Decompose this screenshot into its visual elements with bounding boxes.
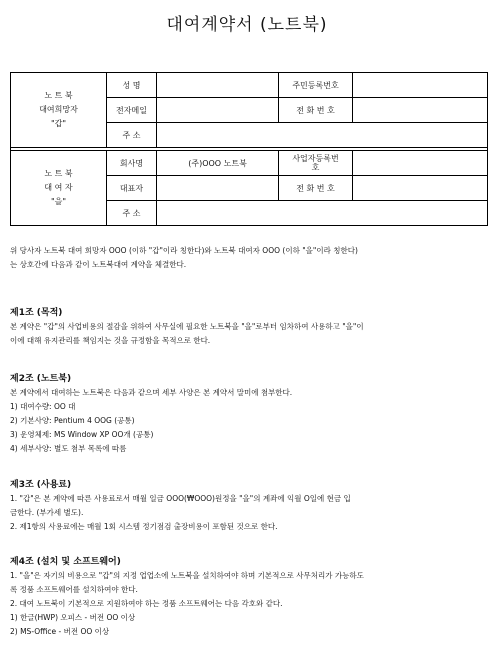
article-line: 2. 제1항의 사용료에는 매월 1회 시스템 정기점검 출장비용이 포함된 것으로 한다.: [10, 522, 278, 531]
lender-address-label: 주 소: [107, 201, 157, 226]
lender-ceo-label: 대표자: [107, 176, 157, 201]
renter-id-value[interactable]: [353, 73, 488, 98]
article-line: 1. "갑"은 본 계약에 따른 사용료로서 매월 일금 OOO(₩OOO)원정을 "을"의 계좌에 익월 O일에 현금 입: [10, 494, 351, 503]
lender-party-label: 노 트 북 대 여 자 "을": [11, 151, 107, 226]
article-line: 1) 대여수량: OO 대: [10, 402, 76, 411]
lender-bizno-label: 사업자등록번 호: [279, 151, 353, 176]
article-1: [10, 306, 488, 348]
article-heading: 제4조 (설치 및 소프트웨어): [10, 557, 121, 567]
renter-email-value[interactable]: [157, 98, 279, 123]
article-3: [10, 478, 488, 534]
article-line: 록 정품 소프트웨어를 설치하여야 한다.: [10, 585, 138, 594]
article-line: 본 계약에서 대여하는 노트북은 다음과 같으며 세부 사양은 본 계약서 말미에 첨부한다.: [10, 388, 293, 397]
lender-phone-label: 전 화 번 호: [279, 176, 353, 201]
article-heading: 제1조 (목적): [10, 308, 63, 318]
party-info-table: [10, 72, 488, 226]
article-line: 1. "을"은 자기의 비용으로 "갑"의 지정 업업소에 노트북을 설치하여야 하며 기본적으로 사무처리가 가능하도: [10, 571, 364, 580]
article-2: [10, 372, 488, 456]
renter-name-label: 성 명: [107, 73, 157, 98]
renter-address-label: 주 소: [107, 123, 157, 148]
renter-phone-value[interactable]: [353, 98, 488, 123]
article-line: 본 계약은 "갑"의 사업비용의 절감을 위하여 사무실에 필요한 노트북을 "을"로부터 임차하여 사용하고 "을"이: [10, 322, 364, 331]
article-line: 2) MS-Office - 버전 OO 이상: [10, 627, 110, 636]
lender-ceo-value[interactable]: [157, 176, 279, 201]
page-title: 대여계약서 (노트북): [166, 15, 328, 35]
lender-address-value[interactable]: [157, 201, 488, 226]
article-line: 2) 기본사양: Pentium 4 OOG (공통): [10, 416, 135, 425]
renter-id-label: 주민등록번호: [279, 73, 353, 98]
lender-bizno-value[interactable]: [353, 151, 488, 176]
article-line: 4) 세부사양: 별도 첨부 목록에 따름: [10, 444, 127, 453]
renter-address-value[interactable]: [157, 123, 488, 148]
article-line: 이에 대해 유지관리를 책임지는 것을 규정함을 목적으로 한다.: [10, 336, 211, 345]
lender-company-value: (주)OOO 노트북: [157, 151, 279, 176]
lender-company-label: 회사명: [107, 151, 157, 176]
article-line: 1) 한글(HWP) 오피스 - 버전 OO 이상: [10, 613, 136, 622]
article-heading: 제3조 (사용료): [10, 480, 72, 490]
lender-phone-value[interactable]: [353, 176, 488, 201]
intro-paragraph: [10, 244, 488, 272]
intro-line: 는 상호간에 다음과 같이 노트북대여 계약을 체결한다.: [10, 260, 187, 269]
article-4: [10, 555, 488, 639]
article-heading: 제2조 (노트북): [10, 374, 72, 384]
renter-party-label: 노 트 북 대여희망자 "갑": [11, 73, 107, 148]
renter-phone-label: 전 화 번 호: [279, 98, 353, 123]
intro-line: 위 당사자 노트북 대여 희망자 OOO (이하 "갑"이라 칭한다)와 노트북 대여자 OOO (이하 "을"이라 칭한다): [10, 246, 358, 255]
article-line: 2. 대여 노트북이 기본적으로 지원하여야 하는 정품 소프트웨어는 다음 각호와 같다.: [10, 599, 283, 608]
renter-email-label: 전자메일: [107, 98, 157, 123]
article-line: 3) 운영체제: MS Window XP OO개 (공통): [10, 430, 154, 439]
renter-name-value[interactable]: [157, 73, 279, 98]
article-line: 금한다. (부가세 별도).: [10, 508, 84, 517]
